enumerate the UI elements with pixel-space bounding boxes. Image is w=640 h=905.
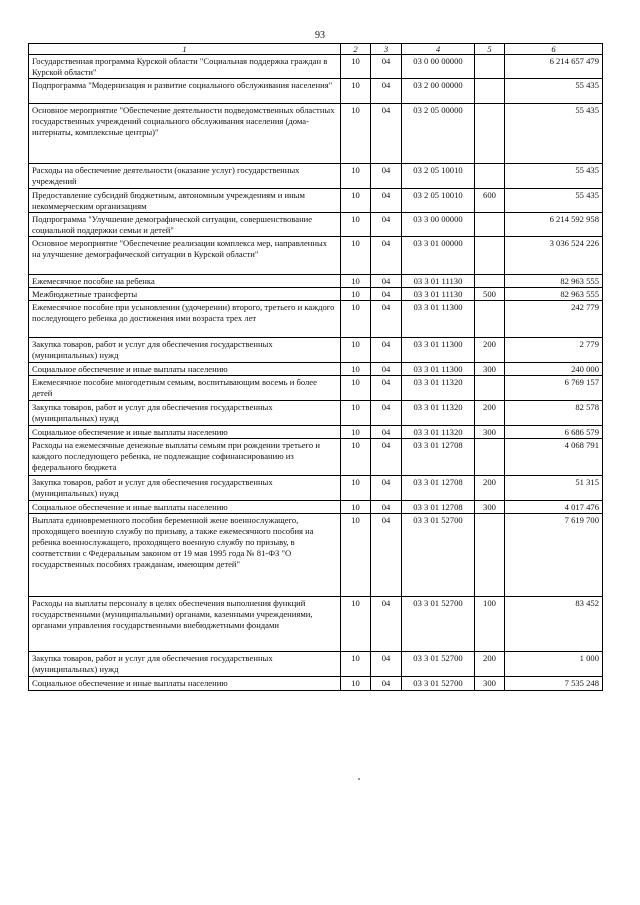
target-article-code: 03 0 00 00000 [402,55,475,79]
table-row [29,652,603,677]
table-row [29,426,603,439]
table-header-row [29,44,603,55]
target-article-code: 03 3 01 52700 [402,597,475,652]
subsection-code: 04 [371,376,402,401]
table-row [29,401,603,426]
expense-type-code: 500 [475,288,505,301]
expense-type-code [475,275,505,288]
target-article-code: 03 3 01 52700 [402,652,475,677]
subsection-code: 04 [371,677,402,691]
item-name: Закупка товаров, работ и услуг для обеспечения государственных (муниципальных) нужд [29,338,341,363]
item-name: Социальное обеспечение и иные выплаты населению [29,426,341,439]
section-code: 10 [341,288,371,301]
amount: 51 315 [505,476,603,501]
scan-dot [358,778,360,780]
table-row [29,288,603,301]
table-row [29,501,603,514]
section-code: 10 [341,501,371,514]
subsection-code: 04 [371,189,402,213]
section-code: 10 [341,164,371,189]
item-name: Подпрограмма "Модернизация и развитие социального обслуживания населения" [29,79,341,104]
subsection-code: 04 [371,476,402,501]
target-article-code: 03 3 01 11130 [402,275,475,288]
amount: 83 452 [505,597,603,652]
item-name: Подпрограмма "Улучшение демографической ситуации, совершенствование социальной поддержки семьи и детей" [29,213,341,237]
subsection-code: 04 [371,401,402,426]
expense-type-code: 200 [475,401,505,426]
amount: 240 000 [505,363,603,376]
table-row [29,338,603,363]
expense-type-code: 100 [475,597,505,652]
expense-type-code: 200 [475,652,505,677]
amount: 55 435 [505,164,603,189]
expense-type-code: 200 [475,338,505,363]
expense-type-code [475,301,505,338]
amount: 6 686 579 [505,426,603,439]
table-row [29,363,603,376]
target-article-code: 03 3 00 00000 [402,213,475,237]
target-article-code: 03 3 01 11300 [402,301,475,338]
expense-type-code [475,164,505,189]
item-name: Основное мероприятие "Обеспечение реализации комплекса мер, направленных на улучшение демографической ситуации в Курской области" [29,237,341,275]
item-name: Социальное обеспечение и иные выплаты населению [29,677,341,691]
item-name: Социальное обеспечение и иные выплаты населению [29,363,341,376]
header-col-4: 4 [402,44,475,55]
target-article-code: 03 3 01 11320 [402,426,475,439]
amount: 6 769 157 [505,376,603,401]
subsection-code: 04 [371,501,402,514]
budget-table [28,43,603,691]
expense-type-code [475,439,505,476]
amount: 6 214 592 958 [505,213,603,237]
expense-type-code [475,104,505,164]
target-article-code: 03 2 05 00000 [402,104,475,164]
item-name: Ежемесячное пособие многодетным семьям, воспитывающим восемь и более детей [29,376,341,401]
amount: 55 435 [505,104,603,164]
target-article-code: 03 3 01 52700 [402,677,475,691]
section-code: 10 [341,55,371,79]
item-name: Расходы на ежемесячные денежные выплаты семьям при рождении третьего и каждого последующего ребенка, не подлежащие софинансированию из федерального бюджета [29,439,341,476]
target-article-code: 03 3 01 11130 [402,288,475,301]
subsection-code: 04 [371,301,402,338]
header-col-2: 2 [341,44,371,55]
target-article-code: 03 3 01 11320 [402,401,475,426]
table-row [29,301,603,338]
subsection-code: 04 [371,652,402,677]
section-code: 10 [341,401,371,426]
table-row [29,597,603,652]
table-row [29,164,603,189]
expense-type-code [475,213,505,237]
expense-type-code [475,376,505,401]
table-row [29,439,603,476]
subsection-code: 04 [371,275,402,288]
item-name: Предоставление субсидий бюджетным, автономным учреждениям и иным некоммерческим организациям [29,189,341,213]
table-row [29,189,603,213]
amount: 7 619 700 [505,514,603,597]
section-code: 10 [341,189,371,213]
header-col-1: 1 [29,44,341,55]
target-article-code: 03 3 01 52700 [402,514,475,597]
table-row [29,55,603,79]
section-code: 10 [341,376,371,401]
expense-type-code [475,514,505,597]
target-article-code: 03 2 00 00000 [402,79,475,104]
subsection-code: 04 [371,164,402,189]
table-row [29,104,603,164]
table-row [29,376,603,401]
target-article-code: 03 2 05 10010 [402,189,475,213]
section-code: 10 [341,79,371,104]
amount: 55 435 [505,189,603,213]
section-code: 10 [341,677,371,691]
expense-type-code: 600 [475,189,505,213]
expense-type-code: 300 [475,501,505,514]
subsection-code: 04 [371,55,402,79]
subsection-code: 04 [371,439,402,476]
section-code: 10 [341,439,371,476]
amount: 82 578 [505,401,603,426]
table-row [29,79,603,104]
header-col-5: 5 [475,44,505,55]
amount: 82 963 555 [505,288,603,301]
item-name: Социальное обеспечение и иные выплаты населению [29,501,341,514]
amount: 7 535 248 [505,677,603,691]
target-article-code: 03 3 01 12708 [402,476,475,501]
section-code: 10 [341,514,371,597]
section-code: 10 [341,363,371,376]
amount: 1 000 [505,652,603,677]
amount: 6 214 657 479 [505,55,603,79]
item-name: Расходы на выплаты персоналу в целях обеспечения выполнения функций государственными (муниципальными) органами, казенными учреждениями, органами управления государственными внебюджетными фондами [29,597,341,652]
target-article-code: 03 3 01 12708 [402,439,475,476]
subsection-code: 04 [371,79,402,104]
section-code: 10 [341,476,371,501]
item-name: Государственная программа Курской области "Социальная поддержка граждан в Курской области" [29,55,341,79]
item-name: Межбюджетные трансферты [29,288,341,301]
page-number: 93 [315,30,325,41]
section-code: 10 [341,426,371,439]
expense-type-code: 300 [475,363,505,376]
target-article-code: 03 3 01 00000 [402,237,475,275]
section-code: 10 [341,104,371,164]
table-row [29,237,603,275]
expense-type-code: 300 [475,677,505,691]
item-name: Ежемесячное пособие при усыновлении (удочерении) второго, третьего и каждого последующего ребенка до достижения ими возраста трех лет [29,301,341,338]
target-article-code: 03 3 01 11320 [402,376,475,401]
table-row [29,677,603,691]
section-code: 10 [341,652,371,677]
header-col-3: 3 [371,44,402,55]
amount: 3 036 524 226 [505,237,603,275]
amount: 242 779 [505,301,603,338]
target-article-code: 03 3 01 12708 [402,501,475,514]
subsection-code: 04 [371,104,402,164]
table-row [29,213,603,237]
section-code: 10 [341,597,371,652]
amount: 82 963 555 [505,275,603,288]
amount: 4 068 791 [505,439,603,476]
table-row [29,514,603,597]
amount: 2 779 [505,338,603,363]
subsection-code: 04 [371,237,402,275]
table-row [29,275,603,288]
subsection-code: 04 [371,338,402,363]
subsection-code: 04 [371,213,402,237]
section-code: 10 [341,301,371,338]
expense-type-code [475,237,505,275]
target-article-code: 03 3 01 11300 [402,338,475,363]
item-name: Расходы на обеспечение деятельности (оказание услуг) государственных учреждений [29,164,341,189]
amount: 55 435 [505,79,603,104]
item-name: Закупка товаров, работ и услуг для обеспечения государственных (муниципальных) нужд [29,401,341,426]
item-name: Выплата единовременного пособия беременной жене военнослужащего, проходящего военную службу по призыву, а также ежемесячного пособия на ребенка военнослужащего, проходящего военную службу по призыву, в соответствии с Федеральным законом от 19 мая 1995 года № 81-ФЗ "О государственных пособиях гражданам, имеющим детей" [29,514,341,597]
header-col-6: 6 [505,44,603,55]
section-code: 10 [341,213,371,237]
expense-type-code: 300 [475,426,505,439]
item-name: Ежемесячное пособие на ребенка [29,275,341,288]
subsection-code: 04 [371,288,402,301]
expense-type-code [475,79,505,104]
table-row [29,476,603,501]
expense-type-code: 200 [475,476,505,501]
subsection-code: 04 [371,597,402,652]
target-article-code: 03 3 01 11300 [402,363,475,376]
section-code: 10 [341,338,371,363]
item-name: Закупка товаров, работ и услуг для обеспечения государственных (муниципальных) нужд [29,476,341,501]
expense-type-code [475,55,505,79]
section-code: 10 [341,237,371,275]
subsection-code: 04 [371,514,402,597]
subsection-code: 04 [371,363,402,376]
item-name: Основное мероприятие "Обеспечение деятельности подведомственных областных государственных учреждений социального обслуживания населения (дома-интернаты, комплексные центры)" [29,104,341,164]
amount: 4 017 476 [505,501,603,514]
item-name: Закупка товаров, работ и услуг для обеспечения государственных (муниципальных) нужд [29,652,341,677]
target-article-code: 03 2 05 10010 [402,164,475,189]
section-code: 10 [341,275,371,288]
subsection-code: 04 [371,426,402,439]
